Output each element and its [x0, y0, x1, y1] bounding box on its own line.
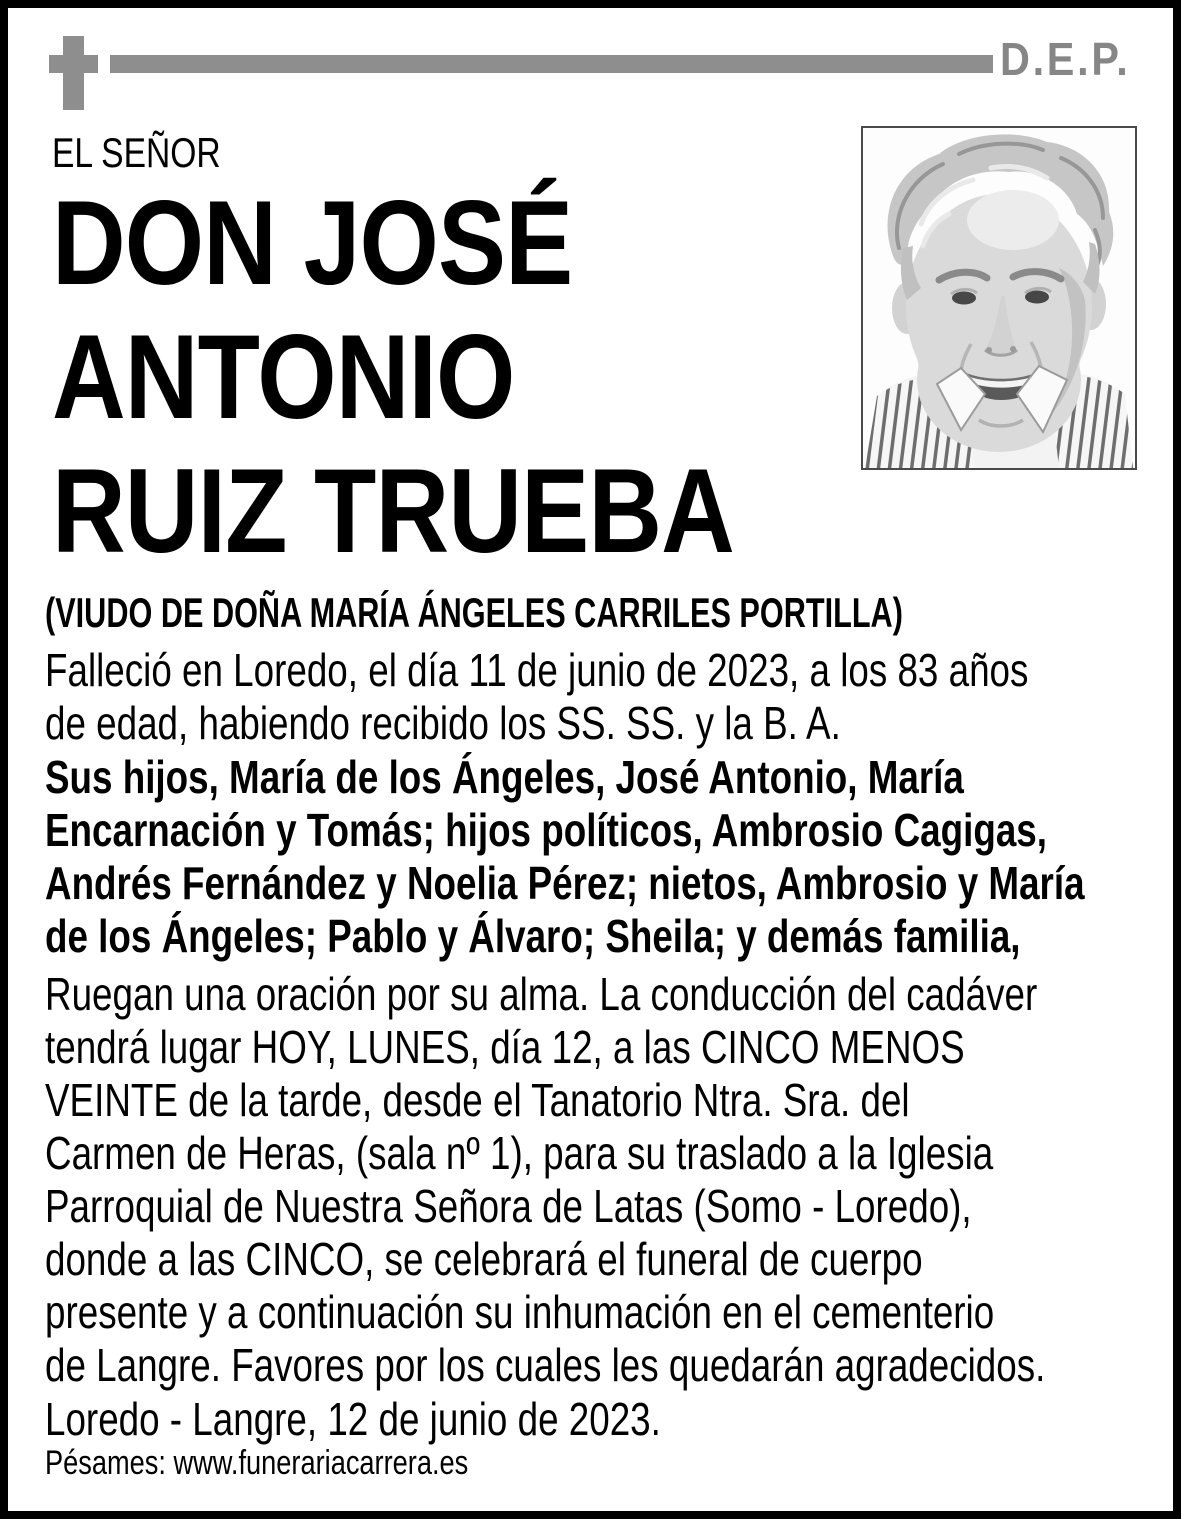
cross-icon-arm — [49, 55, 98, 73]
funeral-announcement: Ruegan una oración por su alma. La conducción del cadáver tendrá lugar HOY, LUNES, día 12, a las CINCO MENOS VEINTE de la tarde, desde el Tanatorio Ntra. Sra. del Carmen de Heras, (sala nº 1), para su traslado a la Iglesia Parroquial de Nuestra Señora de Latas (Somo - Loredo), donde a las CINCO, se celebrará el funeral de cuerpo presente y a continuación su inhumación en el cementerio de Langre. Favores por los cuales les quedarán agradecidos. — [45, 968, 1046, 1391]
header-rule — [110, 55, 993, 73]
portrait-photo — [861, 126, 1137, 470]
widower-note: (VIUDO DE DOÑA MARÍA ÁNGELES CARRILES PORTILLA) — [45, 589, 903, 636]
portrait-illustration — [863, 128, 1135, 468]
notice-body — [45, 589, 1181, 1482]
condolences-url: Pésames: www.funerariacarrera.es — [45, 1444, 469, 1482]
family-list: Sus hijos, María de los Ángeles, José Antonio, María Encarnación y Tomás; hijos políticos, Ambrosio Cagigas, Andrés Fernández y Noelia Pérez; nietos, Ambrosio y María de los Ángeles; Pablo y Álvaro; Sheila; y demás familia, — [45, 751, 1085, 962]
cross-icon — [63, 36, 84, 110]
dep-label: D.E.P. — [1000, 33, 1131, 85]
deceased-name: DON JOSÉ ANTONIO RUIZ TRUEBA — [52, 176, 734, 578]
death-statement: Falleció en Loredo, el día 11 de junio de 2023, a los 83 años de edad, habiendo recibido los SS. SS. y la B. A. — [45, 644, 1029, 749]
honorific-label: EL SEÑOR — [52, 129, 221, 176]
dateline: Loredo - Langre, 12 de junio de 2023. — [45, 1393, 661, 1445]
